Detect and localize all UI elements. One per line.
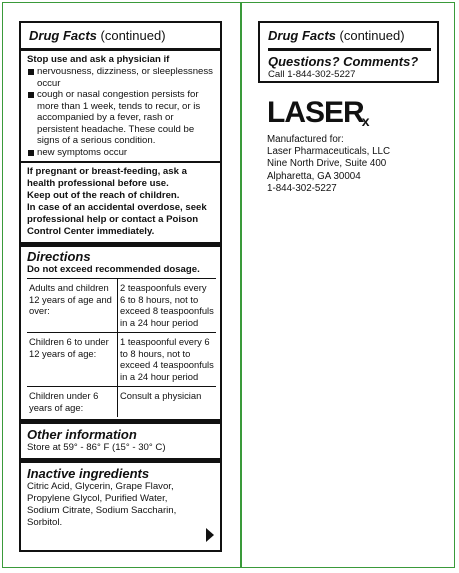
directions-title: Directions [27, 249, 91, 264]
address-line-1: Nine North Drive, Suite 400 [267, 158, 387, 170]
drug-facts-continued: (continued) [96, 28, 166, 43]
stop-use-section [21, 51, 220, 163]
inactive-text: Citric Acid, Glycerin, Grape Flavor, Propylene Glycol, Purified Water, Sodium Citrate, Sodium Saccharin, Sorbitol. [27, 481, 177, 528]
pregnant-warning: If pregnant or breast-feeding, ask a health professional before use. [27, 166, 187, 189]
directions-note: Do not exceed recommended dosage. [27, 264, 200, 275]
other-info-text: Store at 59° - 86° F (15° - 30° C) [27, 442, 166, 453]
directions-dose: 1 teaspoonful every 6 to 8 hours, not to exceed 4 teaspoonfuls in a 24 hour period [118, 333, 217, 387]
stop-use-list [27, 66, 216, 158]
directions-who: Children 6 to under 12 years of age: [27, 333, 118, 387]
drug-facts-panel-right [258, 21, 439, 83]
manufactured-for-label: Manufactured for: [267, 134, 344, 145]
call-number: Call 1-844-302-5227 [268, 69, 356, 80]
address-line-2: Alpharetta, GA 30004 [267, 170, 361, 182]
drug-facts-title-right: Drug Facts [268, 28, 336, 43]
inactive-title: Inactive ingredients [27, 466, 150, 481]
list-item: nervousness, dizziness, or sleeplessness occur [27, 66, 216, 89]
directions-section [21, 247, 220, 424]
drug-facts-panel-left [19, 21, 222, 552]
laser-logo-rx: x [361, 113, 369, 129]
drug-facts-header-right [268, 27, 431, 51]
directions-who: Children under 6 years of age: [27, 387, 118, 418]
table-row [27, 333, 216, 387]
drug-facts-header [21, 23, 220, 51]
directions-dose: Consult a physician [118, 387, 217, 418]
list-item: new symptoms occur [27, 147, 216, 159]
stop-use-heading: Stop use and ask a physician if [27, 54, 170, 65]
drug-facts-continued-right: (continued) [335, 28, 405, 43]
directions-who: Adults and children 12 years of age and over: [27, 279, 118, 333]
table-row [27, 279, 216, 333]
drug-facts-title: Drug Facts [29, 28, 97, 43]
laser-logo-text: LASER [267, 96, 364, 129]
company-name: Laser Pharmaceuticals, LLC [267, 146, 391, 158]
other-info-section [21, 424, 220, 463]
directions-table [27, 278, 216, 417]
other-info-title: Other information [27, 427, 137, 442]
warnings-section [21, 163, 220, 247]
table-row [27, 387, 216, 418]
laser-logo [267, 96, 368, 130]
overdose-warning: In case of an accidental overdose, seek professional help or contact a Poison Control Center immediately. [27, 202, 207, 237]
phone-number: 1-844-302-5227 [267, 182, 337, 194]
directions-dose: 2 teaspoonfuls every 6 to 8 hours, not to exceed 8 teaspoonfuls in a 24 hour period [120, 282, 214, 328]
list-item: cough or nasal congestion persists for more than 1 week, tends to recur, or is accompanied by a fever, rash or persistent headache. These could be signs of a serious condition. [27, 89, 216, 147]
manufacturer-block [267, 134, 390, 195]
questions-heading: Questions? Comments? [268, 54, 419, 69]
keep-out-warning: Keep out of the reach of children. [27, 190, 180, 201]
inactive-section [21, 463, 220, 533]
fold-line [240, 2, 242, 568]
continue-arrow-icon [206, 528, 214, 542]
